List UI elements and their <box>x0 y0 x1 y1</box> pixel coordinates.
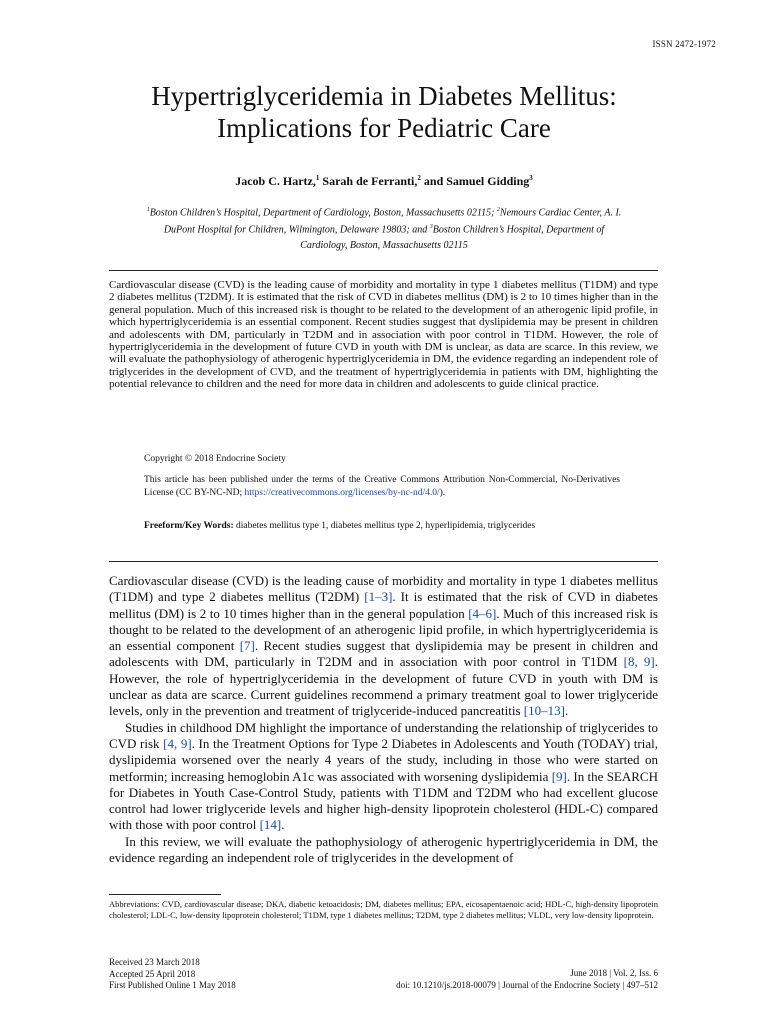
abstract-top-rule <box>109 270 658 271</box>
citation-link[interactable]: [9] <box>551 768 567 784</box>
affil-mark-2: 2 <box>496 207 500 213</box>
affil-2: Nemours Cardiac Center, A. I. DuPont Hospital for Children, Wilmington, Delaware 19803; and <box>163 207 622 236</box>
affiliations <box>140 203 628 253</box>
author-1: Jacob C. Hartz, <box>235 174 316 188</box>
body-text: Cardiovascular disease (CVD) is the leading cause of morbidity and mortality in type 1 diabetes mellitus (T1DM) and type 2 diabetes mellitus (T2DM) <box>109 573 658 605</box>
received-date: Received 23 March 2018 <box>109 957 200 967</box>
keywords <box>144 520 620 533</box>
article-title <box>80 80 688 144</box>
abstract-bottom-rule <box>109 561 658 562</box>
body-text: . Recent studies suggest that dyslipidemia may be present in children and adolescents with DM, particularly in T2DM and in association with poor control in T1DM <box>109 638 658 670</box>
affil-mark-1: 1 <box>146 207 150 213</box>
journal-citation: doi: 10.1210/js.2018-00079 | Journal of the Endocrine Society | 497–512 <box>396 979 658 990</box>
author-list <box>80 174 688 189</box>
author-2: Sarah de Ferranti, <box>322 174 418 188</box>
body-paragraph-1 <box>109 573 658 720</box>
body-text: . However, the role of hypertriglyceridemia in the development of future CVD in youth with DM is unclear as data are scarce. Current guidelines recommend a primary treatment goal to lower triglyceride levels, only in the prevention and treatment of triglyceride-induced pancreatitis <box>109 654 658 719</box>
body-text: . Much of this increased risk is thought to be related to the development of an atherogenic lipid profile, in which hypertriglyceridemia is an essential component <box>109 605 658 654</box>
license-end: ). <box>439 487 446 498</box>
footnote-rule <box>109 894 221 895</box>
online-date: First Published Online 1 May 2018 <box>109 980 236 990</box>
license-text: This article has been published under the terms of the Creative Commons Attribution Non-Commercial, No-Derivatives License (CC BY-NC-ND; <box>144 475 620 498</box>
license-notice <box>144 474 620 499</box>
body-paragraph-2 <box>109 720 658 834</box>
body-text: . It is estimated that the risk of CVD in diabetes mellitus (DM) is 2 to 10 times higher than in the general population <box>109 589 658 621</box>
author-3-affil-mark: 3 <box>529 174 533 182</box>
citation-link[interactable]: [4–6] <box>468 605 497 621</box>
body-text: In this review, we will evaluate the pathophysiology of atherogenic hypertriglyceridemia in DM, the evidence regarding an independent role of triglycerides in the development of <box>109 833 658 866</box>
abbreviations-footnote: Abbreviations: CVD, cardiovascular disease; DKA, diabetic ketoacidosis; DM, diabetes mellitus; EPA, eicosapentaenoic acid; HDL-C, high-density lipoprotein cholesterol; LDL-C, low-density lipoprotein cholesterol; T1DM, type 1 diabetes mellitus; T2DM, type 2 diabetes mellitus; VLDL, very low-density lipoprotein. <box>109 899 658 921</box>
author-2-affil-mark: 2 <box>417 174 421 182</box>
keywords-label: Freeform/Key Words: <box>144 521 234 531</box>
title-line-1: Hypertriglyceridemia in Diabetes Mellitus: <box>151 81 617 111</box>
abstract: Cardiovascular disease (CVD) is the leading cause of morbidity and mortality in type 1 diabetes mellitus (T1DM) and type 2 diabetes mellitus (T2DM). It is estimated that the risk of CVD in diabetes mellitus (DM) is 2 to 10 times higher than in the general population. Much of this increased risk is thought to be related to the development of an atherogenic lipid profile, in which hypertriglyceridemia is an essential component. Recent studies suggest that dyslipidemia may be present in children and adolescents with DM, particularly in T2DM and in association with poor control in T1DM. However, the role of hypertriglyceridemia in the development of future CVD in youth with DM is unclear, as data are scarce. In this review, we will evaluate the pathophysiology of atherogenic hypertriglyceridemia in DM, the evidence regarding an independent role of triglycerides in the development of CVD, and the treatment of hypertriglyceridemia in patients with DM, highlighting the potential relevance to children and the need for more data in children and adolescents to guide clinical practice. <box>109 279 658 391</box>
journal-info <box>396 968 658 991</box>
citation-link[interactable]: [1–3] <box>364 589 393 605</box>
author-3: and Samuel Gidding <box>423 174 530 188</box>
citation-link[interactable]: [10–13] <box>523 703 565 719</box>
body-paragraph-3 <box>109 834 658 867</box>
body-text: . <box>564 703 569 719</box>
journal-issue: June 2018 | Vol. 2, Iss. 6 <box>570 968 658 978</box>
title-line-2: Implications for Pediatric Care <box>217 113 551 143</box>
license-link[interactable]: https://creativecommons.org/licenses/by-nc-nd/4.0/ <box>244 487 440 498</box>
body-text: . In the Treatment Options for Type 2 Diabetes in Adolescents and Youth (TODAY) trial, dyslipidemia worsened over the nearly 4 years of the study, including in those who were started on metformin; increasing hemoglobin A1c was associated with worsening dyslipidemia <box>109 735 658 784</box>
article-body <box>109 573 658 866</box>
body-text: . <box>281 817 285 833</box>
body-text: . In the SEARCH for Diabetes in Youth Case-Control Study, patients with T1DM and T2DM who had excellent glucose control had lower triglyceride levels and higher high-density lipoprotein cholesterol (HDL-C) compared with those with poor control <box>109 768 658 833</box>
issn-label: ISSN 2472-1972 <box>652 39 716 49</box>
affil-1: Boston Children’s Hospital, Department of Cardiology, Boston, Massachusetts 02115; <box>149 207 497 219</box>
publication-dates <box>109 957 236 992</box>
citation-link[interactable]: [8, 9] <box>623 654 655 670</box>
keywords-text: diabetes mellitus type 1, diabetes mellitus type 2, hyperlipidemia, triglycerides <box>233 521 536 531</box>
affil-mark-3: 3 <box>429 224 433 231</box>
body-text: Studies in childhood DM highlight the importance of understanding the relationship of triglycerides to CVD risk <box>109 719 658 751</box>
citation-link[interactable]: [4, 9] <box>163 735 192 751</box>
affil-3: Boston Children’s Hospital, Department of Cardiology, Boston, Massachusetts 02115 <box>300 224 605 251</box>
citation-link[interactable]: [7] <box>239 638 255 654</box>
accepted-date: Accepted 25 April 2018 <box>109 968 196 979</box>
author-1-affil-mark: 1 <box>315 174 320 182</box>
citation-link[interactable]: [14] <box>259 817 282 833</box>
copyright-line: Copyright © 2018 Endocrine Society <box>144 454 286 464</box>
